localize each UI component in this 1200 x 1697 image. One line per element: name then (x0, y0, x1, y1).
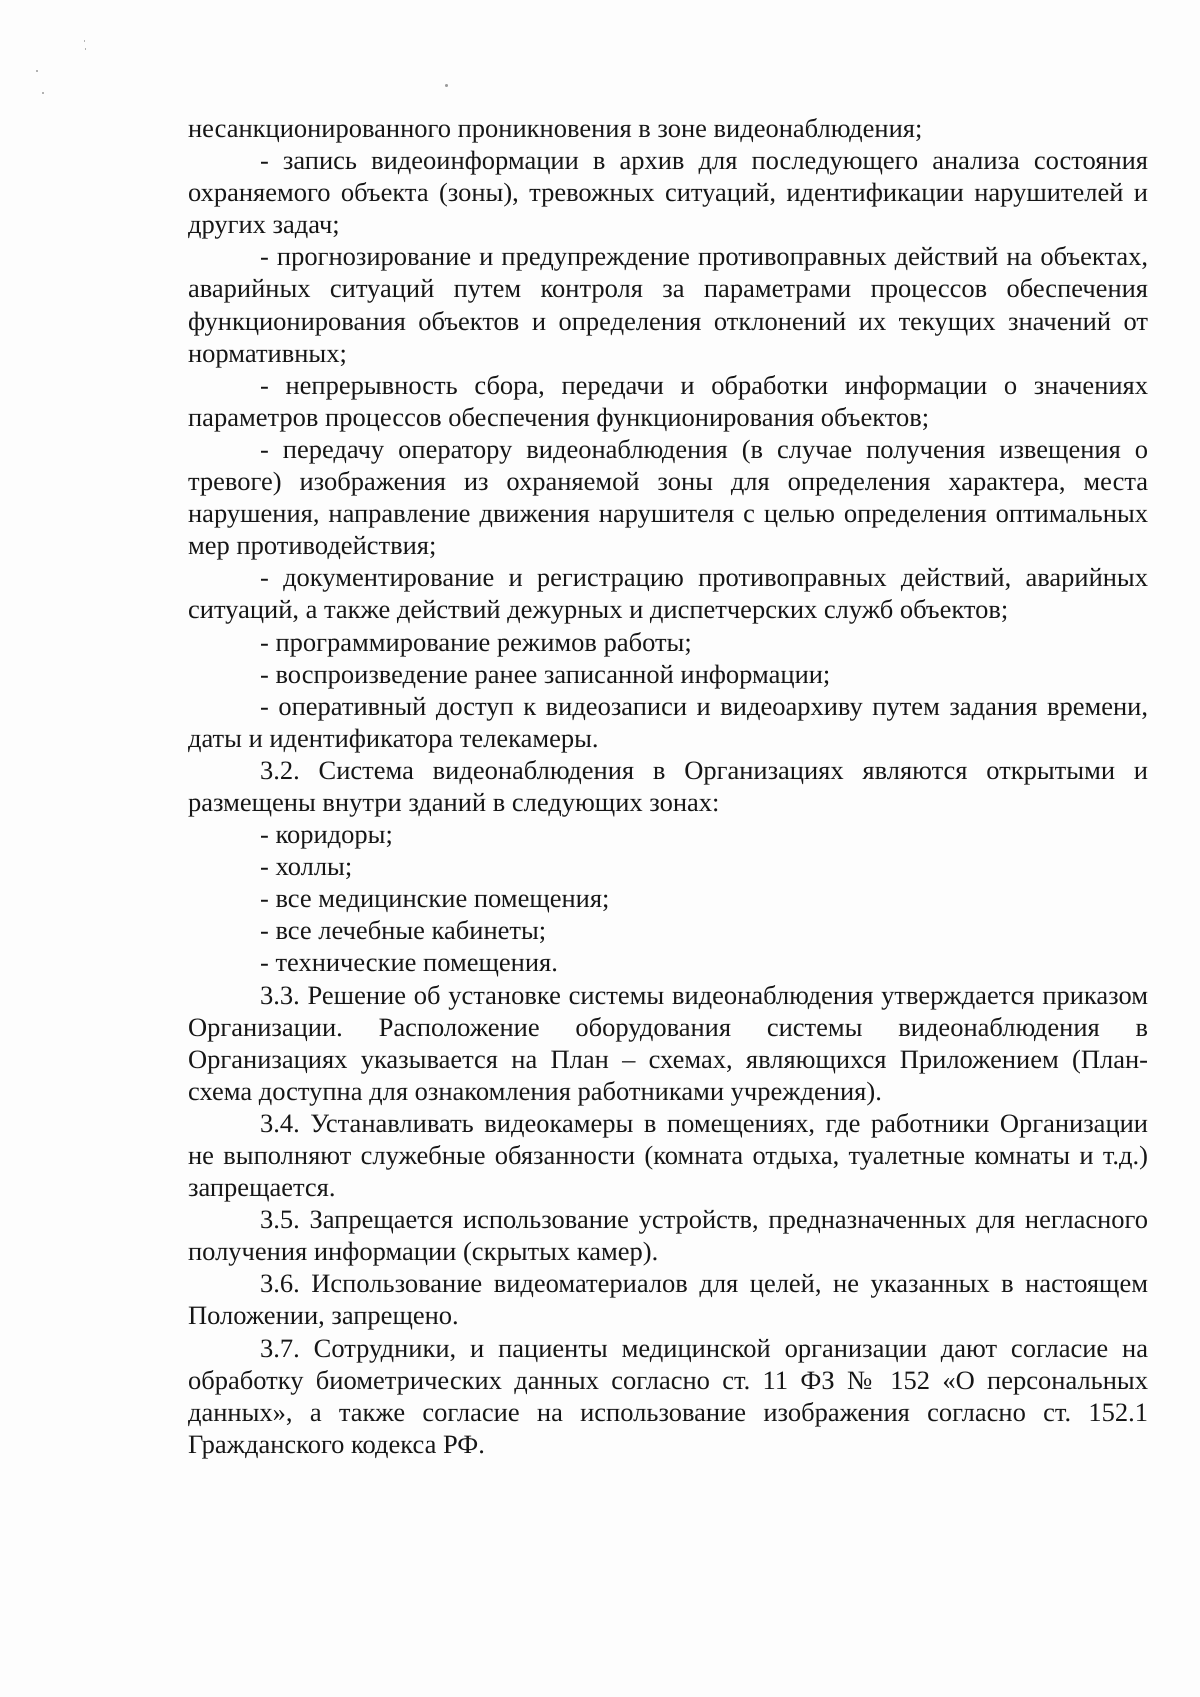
list-item: - запись видеоинформации в архив для последующего анализа состояния охраняемого объекта (зоны), тревожных ситуаций, идентификации нарушителей и других задач; (188, 145, 1148, 240)
list-item: - документирование и регистрацию противоправных действий, аварийных ситуаций, а также действий дежурных и диспетчерских служб объектов; (188, 562, 1148, 625)
list-item: - прогнозирование и предупреждение противоправных действий на объектах, аварийных ситуаций путем контроля за параметрами процессов обеспечения функционирования объектов и определения отклонений их текущих значений от нормативных; (188, 241, 1148, 368)
clause-3-7: 3.7. Сотрудники, и пациенты медицинской организации дают согласие на обработку биометрических данных согласно ст. 11 ФЗ № 152 «О персональных данных», а также согласие на использование изображения согласно ст. 152.1 Гражданского кодекса РФ. (188, 1332, 1148, 1459)
scan-speck (36, 70, 38, 72)
scan-speck (42, 92, 44, 94)
list-item: - непрерывность сбора, передачи и обработки информации о значениях параметров процессов обеспечения функционирования объектов; (188, 369, 1148, 432)
list-item: - воспроизведение ранее записанной информации; (260, 658, 831, 689)
document-body (188, 112, 1148, 1460)
clause-3-4: 3.4. Устанавливать видеокамеры в помещениях, где работники Организации не выполняют служебные обязанности (комната отдыха, туалетные комнаты и т.д.) запрещается. (188, 1107, 1148, 1203)
clause-3-5: 3.5. Запрещается использование устройств, предназначенных для негласного получения информации (скрытых камер). (188, 1204, 1148, 1267)
scan-speck (445, 84, 448, 87)
clause-3-3: 3.3. Решение об установке системы видеонаблюдения утверждается приказом Организации. Расположение оборудования системы видеонаблюдения в Организациях указывается на План – схемах, являющихся Приложением (План-схема доступна для ознакомления работниками учреждения). (188, 979, 1148, 1106)
scan-speck (84, 40, 85, 42)
list-item: - программирование режимов работы; (260, 626, 692, 657)
zone-item: - технические помещения. (260, 947, 558, 978)
zone-item: - коридоры; (260, 819, 393, 850)
list-item: - передачу оператору видеонаблюдения (в случае получения извещения о тревоге) изображения из охраняемой зоны для определения характера, места нарушения, направление движения нарушителя с целью определения оптимальных мер противодействия; (188, 433, 1148, 561)
clause-3-6: 3.6. Использование видеоматериалов для целей, не указанных в настоящем Положении, запрещено. (188, 1268, 1148, 1331)
list-item: - оперативный доступ к видеозаписи и видеоархиву путем задания времени, даты и идентификатора телекамеры. (188, 690, 1148, 753)
zone-item: - все медицинские помещения; (260, 883, 610, 914)
list-item-continuation: несанкционированного проникновения в зоне видеонаблюдения; (188, 113, 923, 143)
scan-speck (85, 48, 86, 50)
zone-item: - холлы; (260, 851, 353, 882)
clause-3-2: 3.2. Система видеонаблюдения в Организациях являются открытыми и размещены внутри зданий в следующих зонах: (188, 754, 1148, 817)
zone-item: - все лечебные кабинеты; (260, 915, 547, 946)
